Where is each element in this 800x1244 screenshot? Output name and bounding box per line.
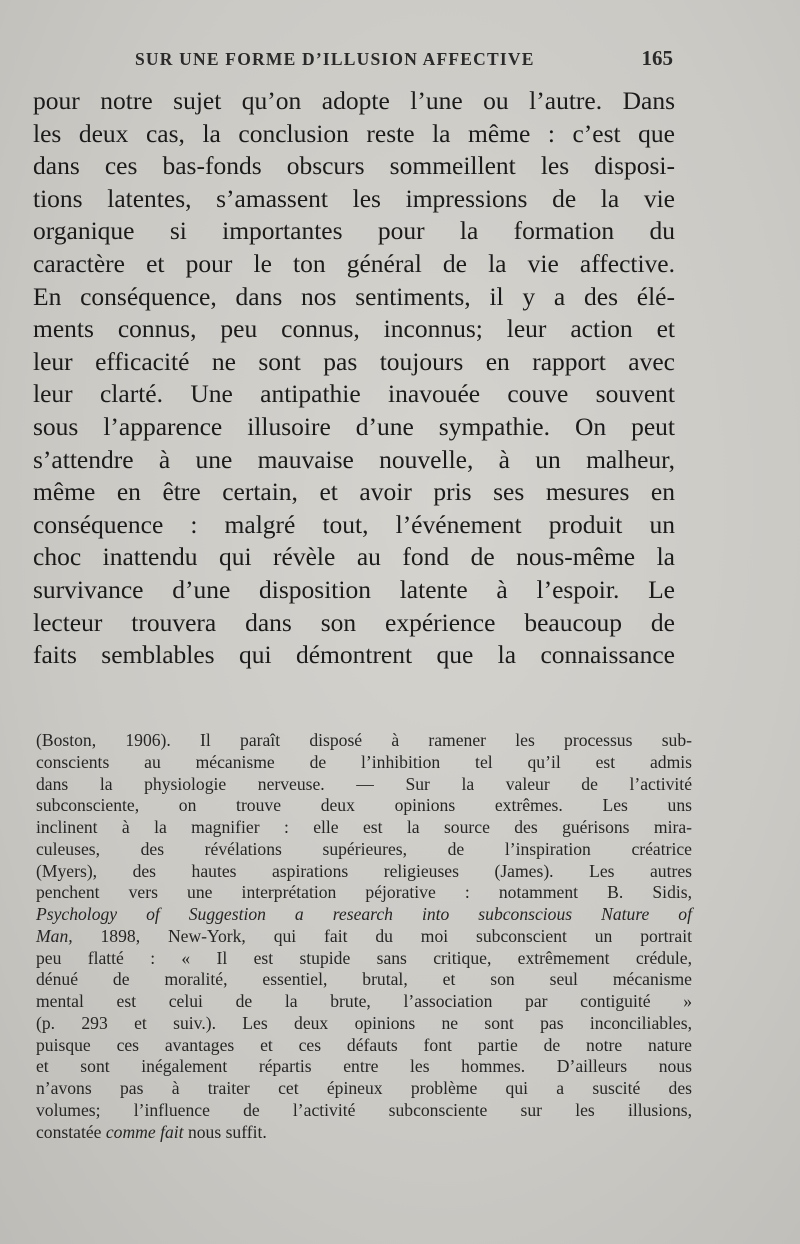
footnote-text: nous suffit. bbox=[183, 1121, 267, 1142]
text-line: ments connus, peu connus, inconnus; leur action et bbox=[33, 314, 675, 344]
footnote bbox=[36, 730, 692, 1143]
footnote-line: (p. 293 et suiv.). Les deux opinions ne sont pas inconciliables, bbox=[36, 1012, 692, 1033]
footnote-text: constatée bbox=[36, 1121, 106, 1142]
text-line: même en être certain, et avoir pris ses mesures en bbox=[33, 477, 675, 507]
footnote-line: et sont inégalement répartis entre les hommes. D’ailleurs nous bbox=[36, 1056, 692, 1077]
text-line: pour notre sujet qu’on adopte l’une ou l’autre. Dans bbox=[33, 86, 675, 115]
text-line: survivance d’une disposition latente à l’espoir. Le bbox=[33, 574, 675, 604]
footnote-line: subconsciente, on trouve deux opinions extrêmes. Les uns bbox=[36, 795, 692, 816]
footnote-line: culeuses, des révélations supérieures, de l’inspiration créatrice bbox=[36, 838, 692, 859]
footnote-line: puisque ces avantages et ces défauts font partie de notre nature bbox=[36, 1034, 692, 1055]
book-title-end: Man, bbox=[36, 925, 73, 946]
footnote-line: conscients au mécanisme de l’inhibition tel qu’il est admis bbox=[36, 751, 692, 772]
text-line: faits semblables qui démontrent que la connaissance bbox=[33, 640, 675, 670]
footnote-italic-phrase: comme fait bbox=[105, 1121, 184, 1142]
text-line: leur efficacité ne sont pas toujours en rapport avec bbox=[33, 346, 675, 376]
page-number: 165 bbox=[641, 46, 673, 70]
footnote-line: dans la physiologie nerveuse. — Sur la valeur de l’activité bbox=[36, 773, 692, 794]
text-line: tions latentes, s’amassent les impressions de la vie bbox=[33, 183, 675, 213]
footnote-line-rest: 1898, New-York, qui fait du moi subconscient un portrait bbox=[72, 925, 692, 946]
text-line: choc inattendu qui révèle au fond de nous-même la bbox=[33, 542, 675, 572]
text-line: En conséquence, dans nos sentiments, il y a des élé- bbox=[33, 281, 675, 311]
footnote-line: peu flatté : « Il est stupide sans critique, extrêmement crédule, bbox=[36, 947, 692, 968]
footnote-line: dénué de moralité, essentiel, brutal, et son seul mécanisme bbox=[36, 969, 692, 990]
footnote-line-last bbox=[36, 1122, 692, 1144]
footnote-line: mental est celui de la brute, l’association par contiguité » bbox=[36, 991, 692, 1011]
footnote-line: inclinent à la magnifier : elle est la source des guérisons mira- bbox=[36, 817, 692, 837]
running-title: SUR UNE FORME D’ILLUSION AFFECTIVE bbox=[135, 49, 535, 69]
text-line: lecteur trouvera dans son expérience beaucoup de bbox=[33, 607, 675, 637]
main-text bbox=[33, 85, 675, 672]
text-line: dans ces bas-fonds obscurs sommeillent les disposi- bbox=[33, 151, 675, 181]
footnote-line: (Boston, 1906). Il paraît disposé à ramener les processus sub- bbox=[36, 730, 692, 750]
page-header bbox=[135, 46, 673, 71]
text-line: conséquence : malgré tout, l’événement produit un bbox=[33, 509, 675, 539]
footnote-line bbox=[36, 926, 692, 948]
footnote-line-book-title: Psychology of Suggestion a research into subconscious Nature of bbox=[36, 904, 692, 924]
footnote-line: volumes; l’influence de l’activité subconsciente sur les illusions, bbox=[36, 1099, 692, 1120]
footnote-line: n’avons pas à traiter cet épineux problème qui a suscité des bbox=[36, 1078, 692, 1098]
text-line: caractère et pour le ton général de la vie affective. bbox=[33, 248, 675, 278]
text-line: sous l’apparence illusoire d’une sympathie. On peut bbox=[33, 411, 675, 441]
text-line: les deux cas, la conclusion reste la même : c’est que bbox=[33, 118, 675, 148]
footnote-line: (Myers), des hautes aspirations religieuses (James). Les autres bbox=[36, 860, 692, 881]
footnote-line: penchent vers une interprétation péjorative : notamment B. Sidis, bbox=[36, 882, 692, 903]
text-line: leur clarté. Une antipathie inavouée couve souvent bbox=[33, 379, 675, 409]
text-line: s’attendre à une mauvaise nouvelle, à un malheur, bbox=[33, 444, 675, 474]
text-line: organique si importantes pour la formation du bbox=[33, 216, 675, 246]
